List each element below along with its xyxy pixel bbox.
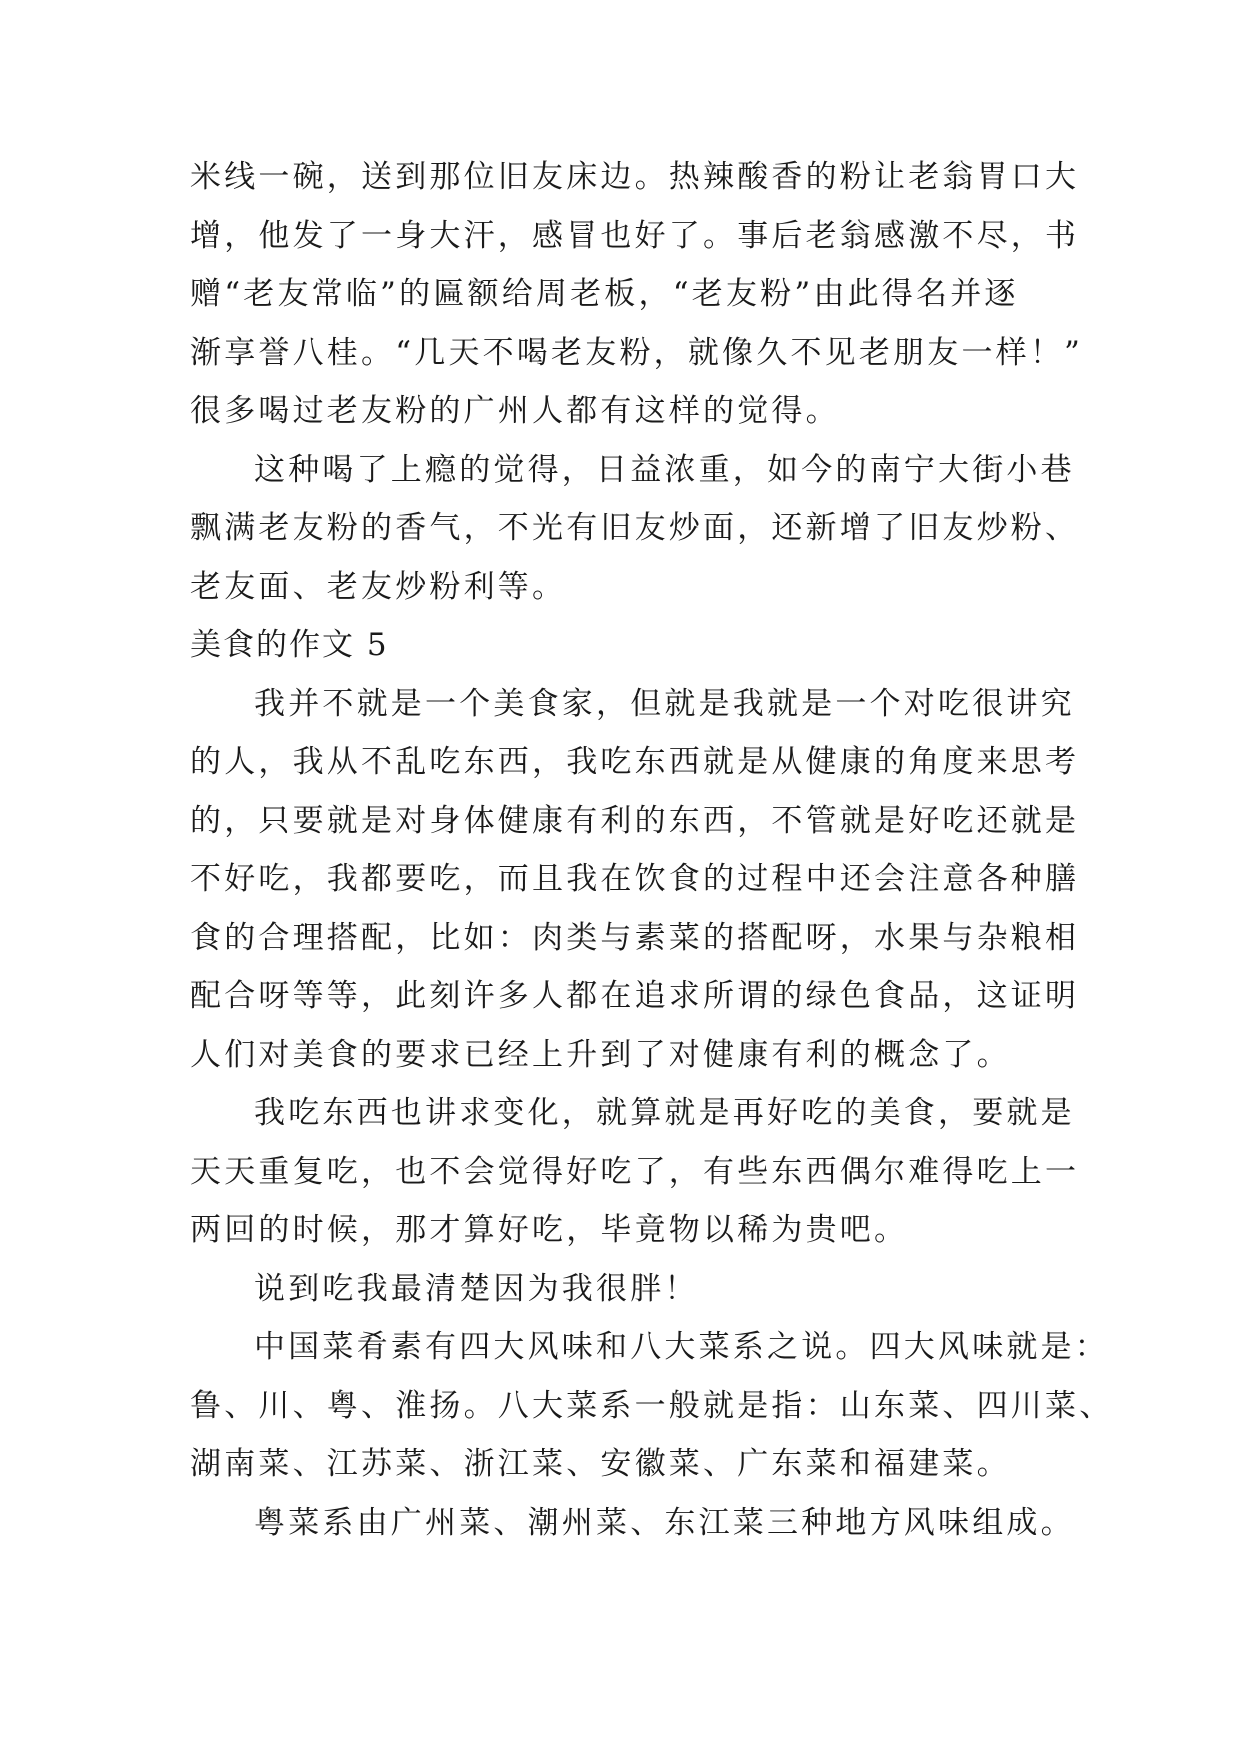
paragraph-line: 天天重复吃，也不会觉得好吃了，有些东西偶尔难得吃上一 xyxy=(190,1153,1080,1190)
paragraph-line: 我吃东西也讲求变化，就算就是再好吃的美食，要就是 xyxy=(254,1095,1075,1131)
paragraph-line: 飘满老友粉的香气，不光有旧友炒面，还新增了旧友炒粉、 xyxy=(190,510,1080,546)
section-heading: 美食的作文 5 xyxy=(190,627,389,663)
paragraph-line: 老友面、老友炒粉利等。 xyxy=(190,568,567,605)
paragraph-line: 湖南菜、江苏菜、浙江菜、安徽菜、广东菜和福建菜。 xyxy=(190,1446,1011,1482)
paragraph-line: 很多喝过老友粉的广州人都有这样的觉得。 xyxy=(190,393,840,429)
paragraph-line: 的人，我从不乱吃东西，我吃东西就是从健康的角度来思考 xyxy=(190,744,1080,780)
paragraph-line: 不好吃，我都要吃，而且我在饮食的过程中还会注意各种膳 xyxy=(190,861,1080,897)
paragraph-line: 我并不就是一个美食家，但就是我就是一个对吃很讲究 xyxy=(254,685,1075,722)
paragraph-line: 粤菜系由广州菜、潮州菜、东江菜三种地方风味组成。 xyxy=(254,1504,1075,1541)
paragraph-line: 赠“老友常临”的匾额给周老板，“老友粉”由此得名并逐 xyxy=(190,276,1019,312)
paragraph-line: 的，只要就是对身体健康有利的东西，不管就是好吃还就是 xyxy=(190,802,1080,839)
paragraph-line: 鲁、川、粤、淮扬。八大菜系一般就是指：山东菜、四川菜、 xyxy=(190,1387,1114,1424)
paragraph-line: 配合呀等等，此刻许多人都在追求所谓的绿色食品，这证明 xyxy=(190,978,1080,1014)
paragraph-line: 这种喝了上瘾的觉得，日益浓重，如今的南宁大街小巷 xyxy=(254,451,1075,488)
paragraph-line: 食的合理搭配，比如：肉类与素菜的搭配呀，水果与杂粮相 xyxy=(190,919,1080,956)
paragraph-line: 米线一碗，送到那位旧友床边。热辣酸香的粉让老翁胃口大 xyxy=(190,159,1080,195)
paragraph-line: 说到吃我最清楚因为我很胖！ xyxy=(254,1270,699,1307)
paragraph-line: 人们对美食的要求已经上升到了对健康有利的概念了。 xyxy=(190,1036,1011,1073)
paragraph-line: 渐享誉八桂。“几天不喝老友粉，就像久不见老朋友一样！” xyxy=(190,334,1084,371)
paragraph-line: 两回的时候，那才算好吃，毕竟物以稀为贵吧。 xyxy=(190,1212,909,1248)
paragraph-line: 增，他发了一身大汗，感冒也好了。事后老翁感激不尽，书 xyxy=(190,217,1080,254)
document-body xyxy=(190,148,1114,1552)
paragraph-line: 中国菜肴素有四大风味和八大菜系之说。四大风味就是： xyxy=(254,1329,1109,1365)
